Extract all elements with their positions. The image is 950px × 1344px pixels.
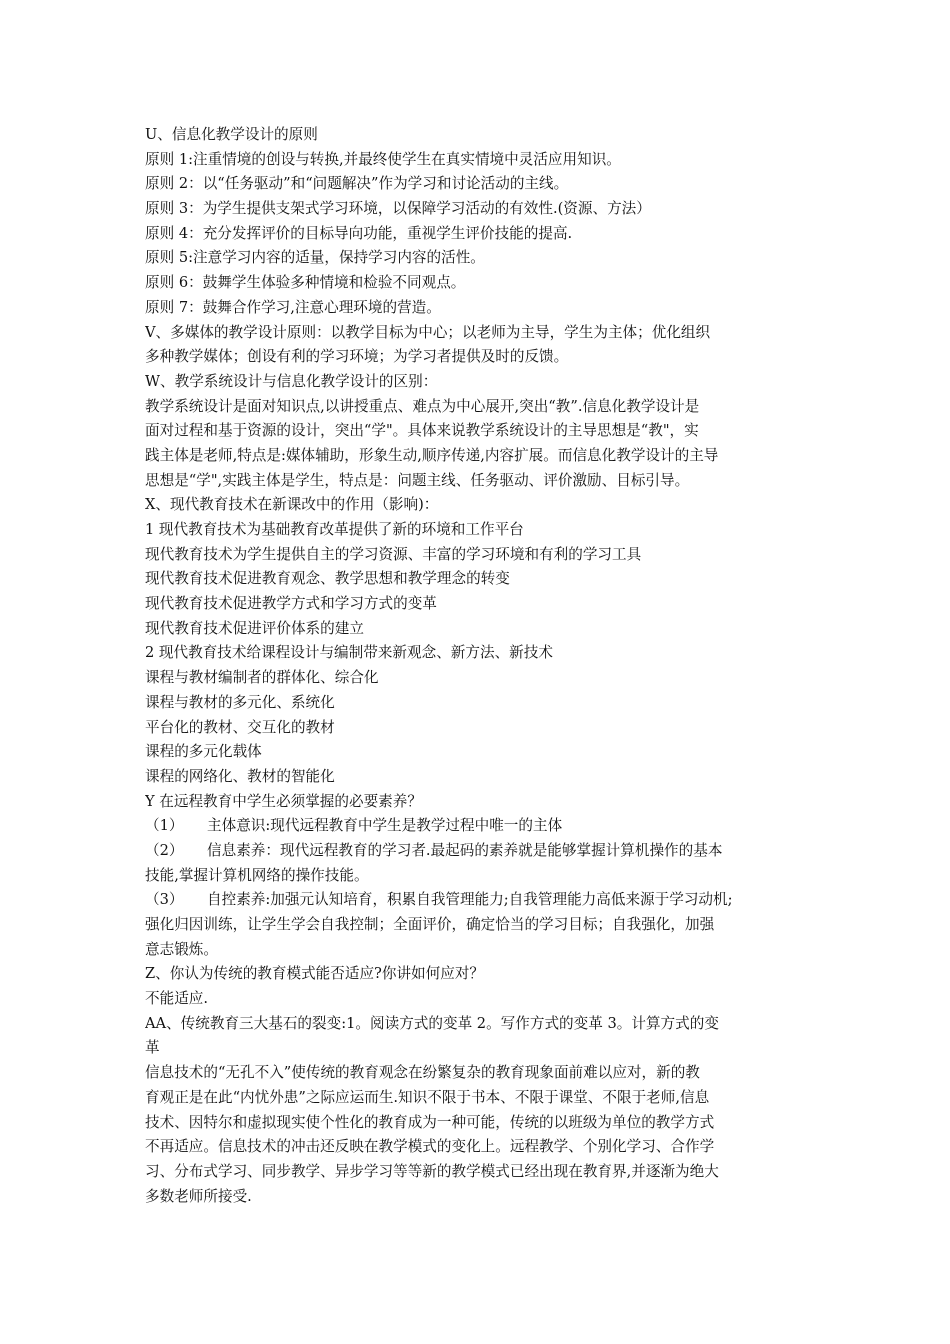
text-line: 面对过程和基于资源的设计，突出“学"。具体来说教学系统设计的主导思想是“教"，实 <box>145 422 699 440</box>
list-item-text: 主体意识:现代远程教育中学生是教学过程中唯一的主体 <box>207 817 563 835</box>
text-line: 课程与教材的多元化、系统化 <box>145 693 335 711</box>
text-line: AA、传统教育三大基石的裂变:1。阅读方式的变革 2。写作方式的变革 3。计算方式的变 <box>145 1014 719 1032</box>
text-line: 践主体是老师,特点是:媒体辅助，形象生动,顺序传递,内容扩展。而信息化教学设计的主导 <box>145 446 719 464</box>
text-line: 现代教育技术为学生提供自主的学习资源、丰富的学习环境和有利的学习工具 <box>145 545 642 563</box>
list-item <box>145 839 810 864</box>
text-line: 原则 4：充分发挥评价的目标导向功能，重视学生评价技能的提高. <box>145 224 573 242</box>
text-line: 思想是“学",实践主体是学生，特点是：问题主线、任务驱动、评价激励、目标引导。 <box>145 471 690 489</box>
list-item-number: （1） <box>145 817 184 835</box>
text-line: 信息技术的“无孔不入”使传统的教育观念在纷繁复杂的教育现象面前难以应对，新的教 <box>145 1064 700 1082</box>
text-line: 1 现代教育技术为基础教育改革提供了新的环境和工作平台 <box>145 521 524 538</box>
list-item-text: 自控素养:加强元认知培育，积累自我管理能力;自我管理能力高低来源于学习动机; <box>207 891 733 909</box>
list-item-number: （2） <box>145 841 184 859</box>
text-line: 不能适应. <box>145 990 209 1008</box>
text-line: 原则 6：鼓舞学生体验多种情境和检验不同观点。 <box>145 274 466 292</box>
text-line: 技能,掌握计算机网络的操作技能。 <box>145 866 369 884</box>
text-line: U、信息化教学设计的原则 <box>145 126 318 143</box>
text-line: 平台化的教材、交互化的教材 <box>145 718 335 736</box>
text-line: 原则 2：以“任务驱动”和“问题解决”作为学习和讨论活动的主线。 <box>145 175 569 193</box>
text-line: 意志锻炼。 <box>145 940 218 958</box>
text-line: 教学系统设计是面对知识点,以讲授重点、难点为中心展开,突出“教”.信息化教学设计是 <box>145 397 700 415</box>
text-line: 现代教育技术促进教学方式和学习方式的变革 <box>145 595 437 613</box>
text-line: 原则 3：为学生提供支架式学习环境，以保障学习活动的有效性.(资源、方法） <box>145 200 651 218</box>
list-item <box>145 888 810 913</box>
text-line: X、现代教育技术在新课改中的作用（影响)： <box>145 496 439 514</box>
text-line: 不再适应。信息技术的冲击还反映在教学模式的变化上。远程教学、个别化学习、合作学 <box>145 1138 715 1156</box>
text-line: Z、你认为传统的教育模式能否适应?你讲如何应对？ <box>145 965 485 983</box>
text-line: 原则 7：鼓舞合作学习,注意心理环境的营造。 <box>145 298 441 316</box>
text-line: 原则 5:注意学习内容的适量，保持学习内容的活性。 <box>145 249 485 267</box>
text-line: 现代教育技术促进教育观念、教学思想和教学理念的转变 <box>145 570 510 588</box>
text-line: 技术、因特尔和虚拟现实使个性化的教育成为一种可能，传统的以班级为单位的教学方式 <box>145 1113 715 1131</box>
text-line: 现代教育技术促进评价体系的建立 <box>145 619 364 637</box>
list-item-number: （3） <box>145 891 184 909</box>
text-line: 革 <box>145 1039 160 1057</box>
text-line: 课程的网络化、教材的智能化 <box>145 767 335 785</box>
text-line: Y 在远程教育中学生必须掌握的必要素养？ <box>145 792 422 810</box>
document-body <box>145 123 810 1209</box>
list-item-text: 信息素养：现代远程教育的学习者.最起码的素养就是能够掌握计算机操作的基本 <box>207 841 723 859</box>
text-line: 课程与教材编制者的群体化、综合化 <box>145 669 379 687</box>
text-line: V、多媒体的教学设计原则：以教学目标为中心；以老师为主导，学生为主体；优化组织 <box>145 323 711 341</box>
text-line: 多数老师所接受. <box>145 1187 252 1205</box>
text-line: 习、分布式学习、同步教学、异步学习等等新的教学模式已经出现在教育界,并逐渐为绝大 <box>145 1162 719 1180</box>
text-line: 强化归因训练，让学生学会自我控制；全面评价，确定恰当的学习目标；自我强化，加强 <box>145 916 715 933</box>
text-line: W、教学系统设计与信息化教学设计的区别： <box>145 372 438 390</box>
text-line: 育观正是在此“内忧外患”之际应运而生.知识不限于书本、不限于课堂、不限于老师,信息 <box>145 1088 710 1106</box>
text-line: 课程的多元化载体 <box>145 743 262 761</box>
text-line: 2 现代教育技术给课程设计与编制带来新观念、新方法、新技术 <box>145 644 553 662</box>
list-item <box>145 814 810 839</box>
text-line: 原则 1:注重情境的创设与转换,并最终使学生在真实情境中灵活应用知识。 <box>145 150 621 168</box>
text-line: 多种教学媒体；创设有利的学习环境；为学习者提供及时的反馈。 <box>145 348 569 366</box>
